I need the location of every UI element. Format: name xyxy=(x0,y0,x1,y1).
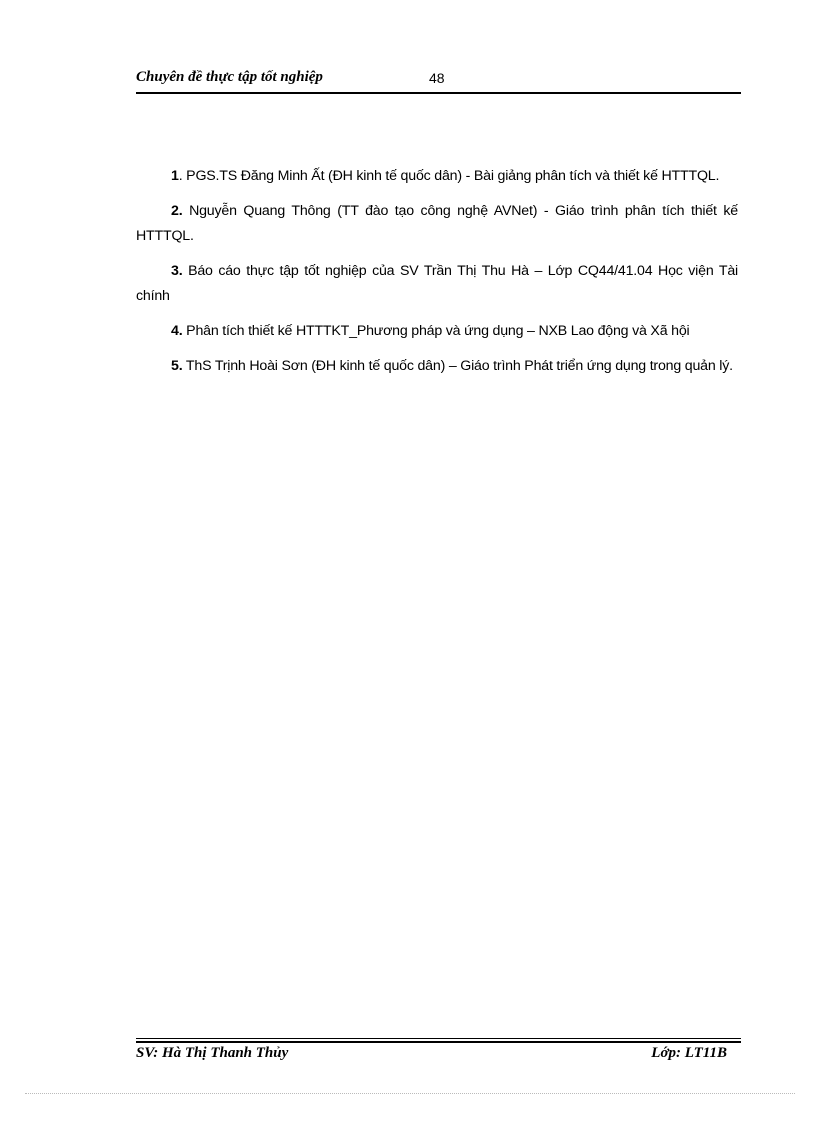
reference-number: 2. xyxy=(171,203,183,219)
footer-class: Lớp: LT11B xyxy=(651,1045,727,1061)
header-title: Chuyên đề thực tập tốt nghiệp xyxy=(136,69,323,85)
reference-text: Báo cáo thực tập tốt nghiệp của SV Trần Thị Thu Hà – Lớp CQ44/41.04 Học viện Tài chính xyxy=(136,263,738,304)
reference-item xyxy=(136,259,738,309)
reference-text: ThS Trịnh Hoài Sơn (ĐH kinh tế quốc dân) – Giáo trình Phát triển ứng dụng trong quản lý. xyxy=(182,358,733,374)
reference-text: . PGS.TS Đăng Minh Ất (ĐH kinh tế quốc dân) - Bài giảng phân tích và thiết kế HTTTQL. xyxy=(178,168,720,184)
page-bottom-border xyxy=(25,1093,795,1094)
reference-text: Phân tích thiết kế HTTTKT_Phương pháp và ứng dụng – NXB Lao động và Xã hội xyxy=(182,323,690,339)
reference-number: 3. xyxy=(171,263,183,279)
reference-item xyxy=(136,199,738,249)
footer-student-name: SV: Hà Thị Thanh Thủy xyxy=(136,1045,289,1061)
reference-list xyxy=(136,164,738,389)
reference-number: 5. xyxy=(171,358,183,374)
reference-text: Nguyễn Quang Thông (TT đào tạo công nghệ AVNet) - Giáo trình phân tích thiết kế HTTTQL. xyxy=(136,203,738,244)
reference-item xyxy=(136,164,738,189)
footer-divider xyxy=(136,1041,741,1043)
footer-divider xyxy=(136,1038,741,1039)
reference-number: 4. xyxy=(171,323,183,339)
reference-item xyxy=(136,319,738,344)
page-number: 48 xyxy=(429,70,445,86)
reference-item xyxy=(136,354,738,379)
page-header xyxy=(136,66,741,94)
reference-number: 1 xyxy=(171,168,179,184)
